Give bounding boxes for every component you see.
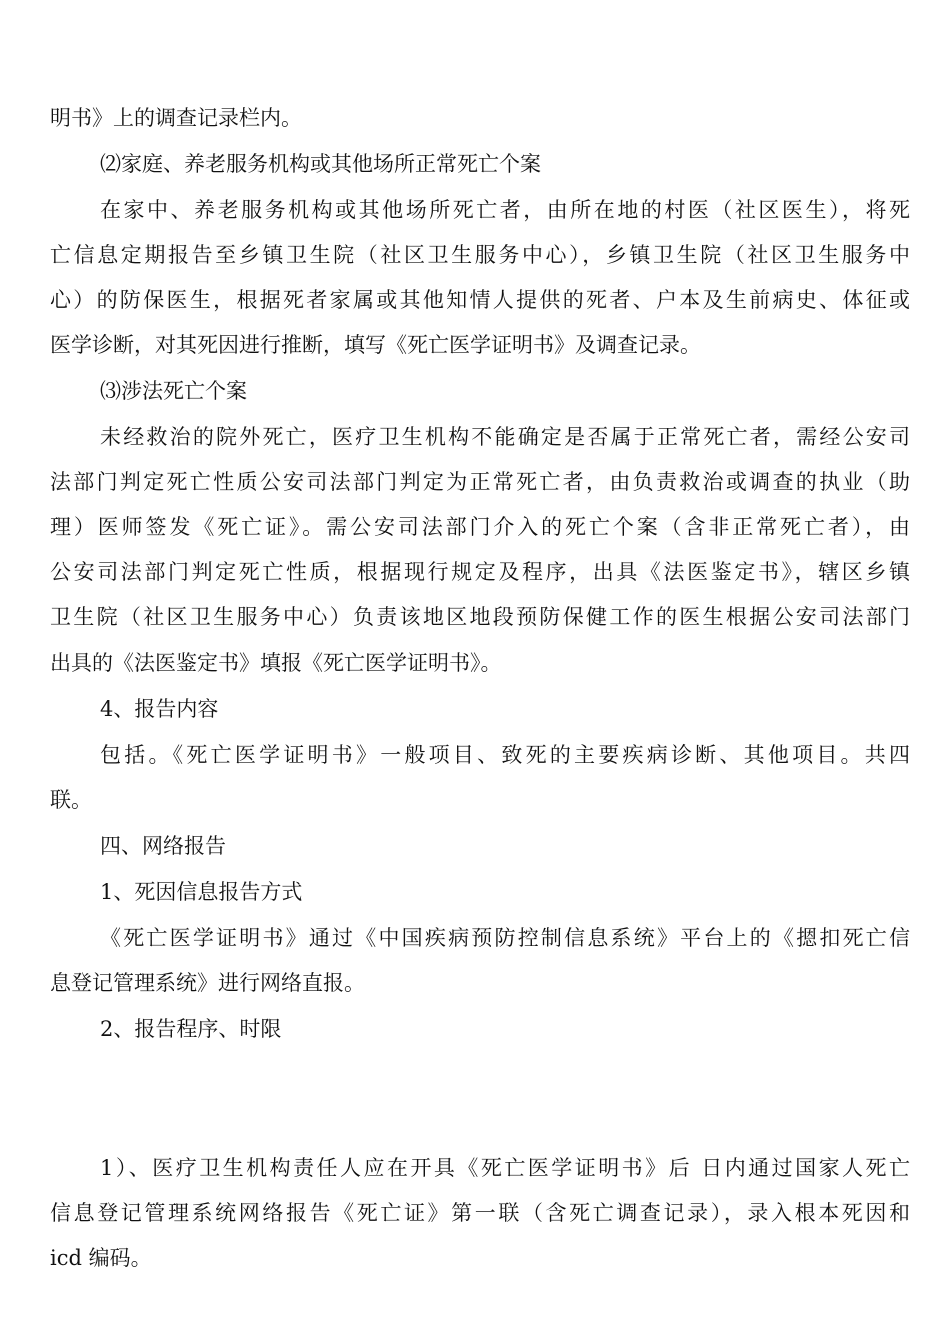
section-heading: 2、报告程序、时限 [100, 1017, 282, 1041]
section-heading: ⑵家庭、养老服务机构或其他场所正常死亡个案 [100, 152, 541, 176]
paragraph-line: 在家中、养老服务机构或其他场所死亡者，由所在地的村医（社区医生），将死 [100, 198, 910, 222]
paragraph-line: 心）的防保医生，根据死者家属或其他知情人提供的死者、户本及生前病史、体征或 [50, 288, 910, 312]
paragraph-line: 息登记管理系统》进行网络直报。 [50, 971, 365, 995]
paragraph-line: 《死亡医学证明书》通过《中国疾病预防控制信息系统》平台上的《摁扣死亡信 [100, 926, 910, 950]
paragraph-line: 公安司法部门判定死亡性质，根据现行规定及程序，出具《法医鉴定书》，辖区乡镇 [50, 560, 910, 584]
paragraph-line: 1）、医疗卫生机构责任人应在开具《死亡医学证明书》后 日内通过国家人死亡 [100, 1156, 910, 1180]
paragraph-line: 亡信息定期报告至乡镇卫生院（社区卫生服务中心），乡镇卫生院（社区卫生服务中 [50, 243, 910, 267]
paragraph-line: 出具的《法医鉴定书》填报《死亡医学证明书》。 [50, 651, 502, 675]
paragraph-line: 信息登记管理系统网络报告《死亡证》第一联（含死亡调查记录），录入根本死因和 [50, 1201, 910, 1225]
section-heading: 4、报告内容 [100, 697, 219, 721]
paragraph-line: 法部门判定死亡性质公安司法部门判定为正常死亡者，由负责救治或调查的执业（助 [50, 470, 910, 494]
paragraph-line: 明书》上的调查记录栏内。 [50, 106, 302, 130]
paragraph-line: 医学诊断，对其死因进行推断，填写《死亡医学证明书》及调查记录。 [50, 333, 701, 357]
paragraph-line: 联。 [50, 788, 92, 812]
section-heading: 四、网络报告 [100, 834, 226, 858]
section-heading: ⑶涉法死亡个案 [100, 379, 247, 403]
paragraph-line: 卫生院（社区卫生服务中心）负责该地区地段预防保健工作的医生根据公安司法部门 [50, 605, 910, 629]
paragraph-line: 包括。《死亡医学证明书》一般项目、致死的主要疾病诊断、其他项目。共四 [100, 743, 910, 767]
paragraph-line: 未经救治的院外死亡，医疗卫生机构不能确定是否属于正常死亡者，需经公安司 [100, 425, 910, 449]
paragraph-line: icd 编码。 [50, 1246, 152, 1270]
paragraph-line: 理）医师签发《死亡证》。需公安司法部门介入的死亡个案（含非正常死亡者），由 [50, 515, 910, 539]
section-heading: 1、死因信息报告方式 [100, 880, 303, 904]
